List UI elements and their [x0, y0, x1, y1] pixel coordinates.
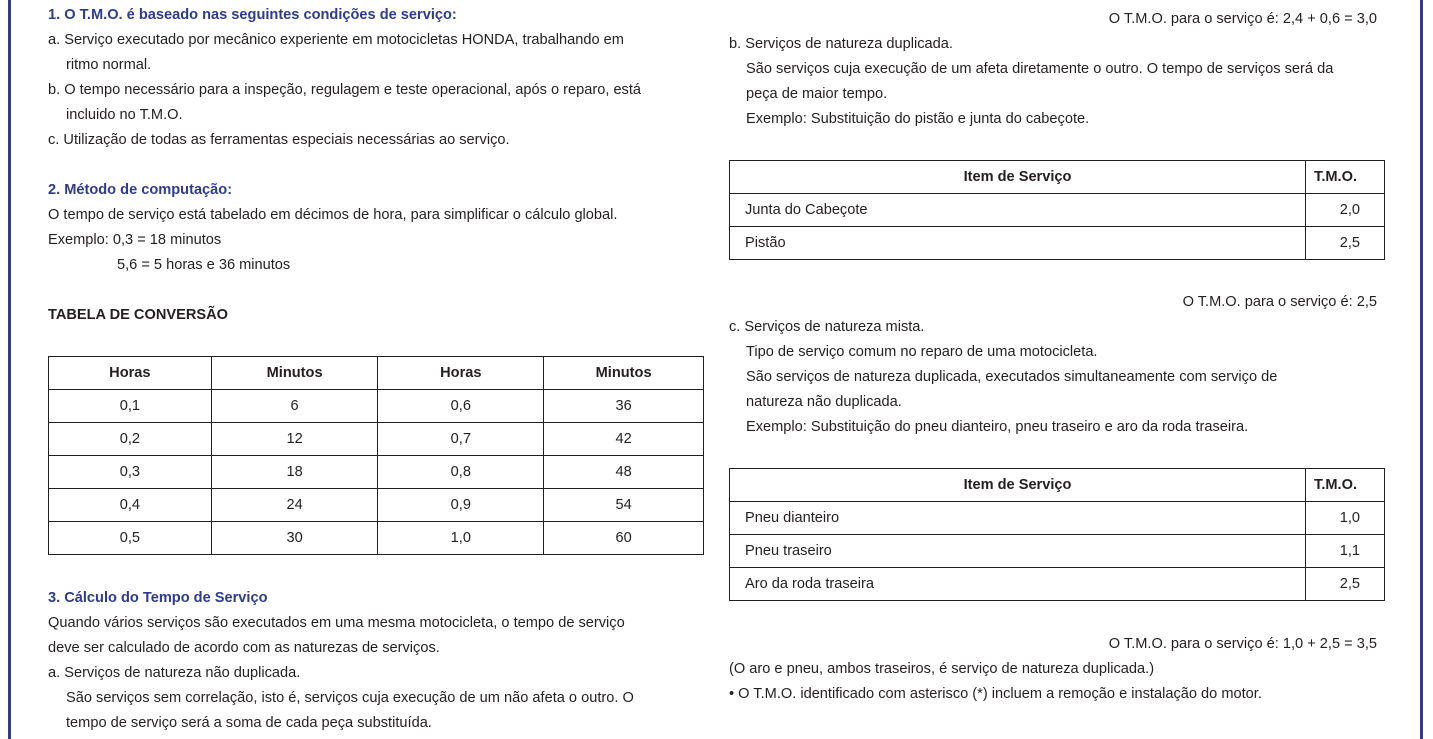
item-b-paragraph-line2: peça de maior tempo. — [746, 86, 888, 102]
service-table-b-header-row — [730, 161, 1385, 194]
service-item: Junta do Cabeçote — [730, 194, 1306, 227]
table-cell: 24 — [211, 489, 378, 522]
table-cell: 0,7 — [378, 423, 544, 456]
section-1-item-b-line2: incluido no T.M.O. — [66, 107, 183, 123]
table-cell: 0,3 — [49, 456, 212, 489]
table-cell: 0,4 — [49, 489, 212, 522]
section-1-item-b-line1: b. O tempo necessário para a inspeção, regulagem e teste operacional, após o reparo, está — [48, 82, 642, 98]
tmo-result-c: O T.M.O. para o serviço é: 1,0 + 2,5 = 3,5 — [1108, 636, 1377, 652]
service-item: Pistão — [730, 227, 1306, 260]
conversion-header-minutos: Minutos — [544, 357, 704, 390]
table-cell: 12 — [211, 423, 378, 456]
service-table-c-header-row — [730, 469, 1385, 502]
table-cell: 42 — [544, 423, 704, 456]
table-cell: 0,2 — [49, 423, 212, 456]
conversion-header-minutos: Minutos — [211, 357, 378, 390]
header-item-de-servico: Item de Serviço — [730, 469, 1306, 502]
note-asterisk: • O T.M.O. identificado com asterisco (*) incluem a remoção e instalação do motor. — [729, 686, 1262, 702]
section-3-item-a-line1: São serviços sem correlação, isto é, serviços cuja execução de um não afeta o outro. O — [66, 690, 634, 706]
section-3-paragraph-line1: Quando vários serviços são executados em uma mesma motocicleta, o tempo de serviço — [48, 615, 625, 631]
table-cell: 0,9 — [378, 489, 544, 522]
service-tmo: 2,5 — [1306, 227, 1385, 260]
conversion-table — [48, 356, 704, 555]
service-item: Aro da roda traseira — [730, 568, 1306, 601]
table-row — [49, 423, 704, 456]
item-b-title: b. Serviços de natureza duplicada. — [729, 36, 953, 52]
conversion-header-horas: Horas — [378, 357, 544, 390]
section-2-example-1: Exemplo: 0,3 = 18 minutos — [48, 232, 222, 248]
section-1-title: 1. O T.M.O. é baseado nas seguintes condições de serviço: — [48, 7, 457, 23]
item-c-title: c. Serviços de natureza mista. — [729, 319, 925, 335]
page-border-left — [8, 0, 11, 739]
header-tmo: T.M.O. — [1306, 161, 1385, 194]
item-c-paragraph-line3: natureza não duplicada. — [746, 394, 902, 410]
section-2-example-2: 5,6 = 5 horas e 36 minutos — [117, 257, 291, 273]
service-tmo: 1,0 — [1306, 502, 1385, 535]
service-item: Pneu traseiro — [730, 535, 1306, 568]
service-table-c — [729, 468, 1385, 601]
table-cell: 60 — [544, 522, 704, 555]
tmo-result-b: O T.M.O. para o serviço é: 2,5 — [1182, 294, 1377, 310]
section-1-item-c: c. Utilização de todas as ferramentas especiais necessárias ao serviço. — [48, 132, 510, 148]
header-item-de-servico: Item de Serviço — [730, 161, 1306, 194]
table-cell: 36 — [544, 390, 704, 423]
service-table-b — [729, 160, 1385, 260]
table-row — [730, 568, 1385, 601]
table-cell: 48 — [544, 456, 704, 489]
item-c-example: Exemplo: Substituição do pneu dianteiro, pneu traseiro e aro da roda traseira. — [746, 419, 1249, 435]
table-cell: 30 — [211, 522, 378, 555]
section-3-paragraph-line2: deve ser calculado de acordo com as naturezas de serviços. — [48, 640, 440, 656]
section-3-title: 3. Cálculo do Tempo de Serviço — [48, 590, 268, 606]
service-item: Pneu dianteiro — [730, 502, 1306, 535]
section-3-item-a-title: a. Serviços de natureza não duplicada. — [48, 665, 301, 681]
item-c-paragraph-line2: São serviços de natureza duplicada, executados simultaneamente com serviço de — [746, 369, 1278, 385]
conversion-table-header-row — [49, 357, 704, 390]
table-row — [49, 390, 704, 423]
table-cell: 0,8 — [378, 456, 544, 489]
table-row — [49, 522, 704, 555]
table-row — [730, 502, 1385, 535]
table-row — [730, 535, 1385, 568]
table-cell: 0,6 — [378, 390, 544, 423]
service-tmo: 2,5 — [1306, 568, 1385, 601]
table-cell: 1,0 — [378, 522, 544, 555]
section-2-paragraph: O tempo de serviço está tabelado em décimos de hora, para simplificar o cálculo global. — [48, 207, 618, 223]
conversion-header-horas: Horas — [49, 357, 212, 390]
note-duplicated-service: (O aro e pneu, ambos traseiros, é serviço de natureza duplicada.) — [729, 661, 1155, 677]
table-cell: 54 — [544, 489, 704, 522]
table-row — [49, 456, 704, 489]
table-row — [730, 227, 1385, 260]
section-1-item-a-line1: a. Serviço executado por mecânico experiente em motocicletas HONDA, trabalhando em — [48, 32, 624, 48]
page-border-right — [1420, 0, 1423, 739]
section-1-item-a-line2: ritmo normal. — [66, 57, 152, 73]
table-cell: 6 — [211, 390, 378, 423]
section-3-item-a-line2: tempo de serviço será a soma de cada peça substituída. — [66, 715, 432, 731]
table-row — [49, 489, 704, 522]
service-tmo: 2,0 — [1306, 194, 1385, 227]
item-b-example: Exemplo: Substituição do pistão e junta do cabeçote. — [746, 111, 1090, 127]
tmo-result-a: O T.M.O. para o serviço é: 2,4 + 0,6 = 3,0 — [1108, 11, 1377, 27]
table-cell: 0,1 — [49, 390, 212, 423]
service-tmo: 1,1 — [1306, 535, 1385, 568]
section-2-title: 2. Método de computação: — [48, 182, 233, 198]
header-tmo: T.M.O. — [1306, 469, 1385, 502]
table-cell: 0,5 — [49, 522, 212, 555]
table-row — [730, 194, 1385, 227]
item-b-paragraph-line1: São serviços cuja execução de um afeta diretamente o outro. O tempo de serviços será da — [746, 61, 1334, 77]
item-c-paragraph-line1: Tipo de serviço comum no reparo de uma motocicleta. — [746, 344, 1098, 360]
conversion-table-title: TABELA DE CONVERSÃO — [48, 307, 228, 323]
table-cell: 18 — [211, 456, 378, 489]
